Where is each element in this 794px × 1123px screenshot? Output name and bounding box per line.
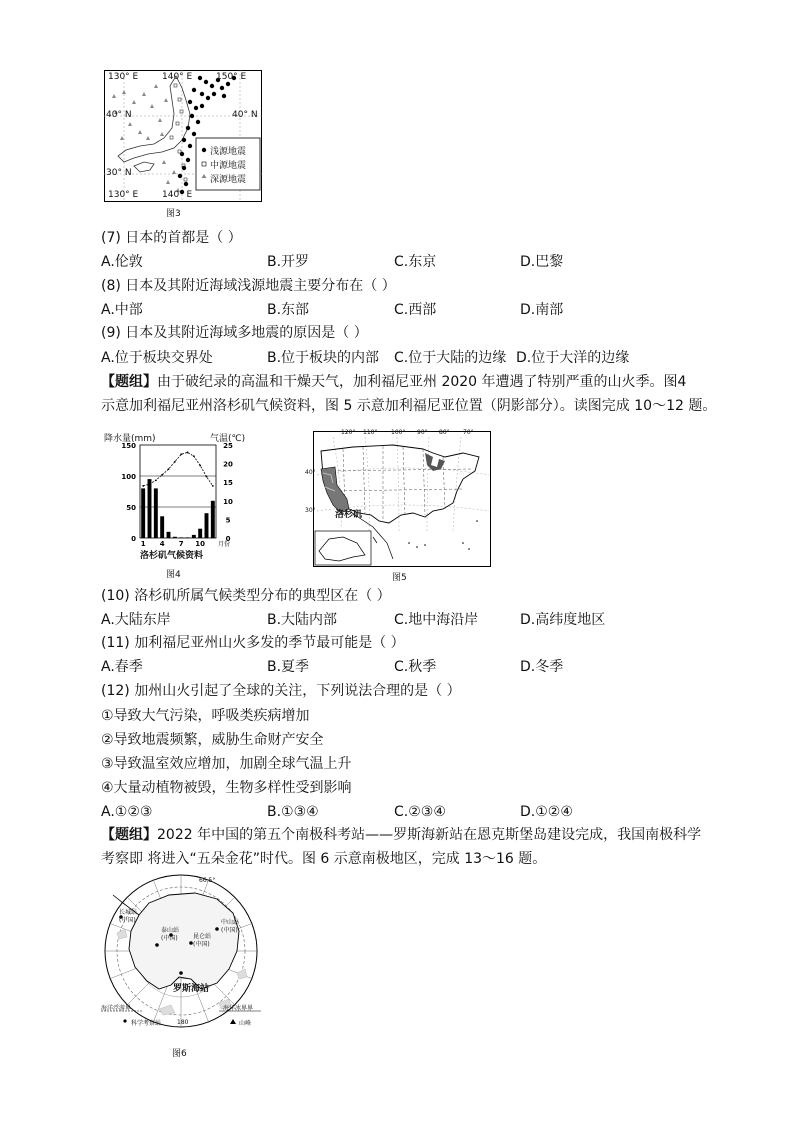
question-7-option-a: A.伦敦 (101, 254, 143, 270)
legend-intermediate: 中源地震 (210, 161, 247, 171)
group-3-tag: 【题组】 (101, 827, 157, 843)
group-3-intro-line-2: 考察即 将进入“五朵金花”时代。图 6 示意南极地区，完成 13～16 题。 (101, 851, 547, 867)
group-2-tag: 【题组】 (101, 374, 157, 390)
figure-5 (305, 429, 491, 567)
fig5-lon-70: 70° (463, 429, 474, 436)
group-3-text-1: 2022 年中国的第五个南极科考站——罗斯海新站在恩克斯堡岛建设完成，我国南极科学 (157, 827, 702, 843)
question-10-option-a: A.大陆东岸 (101, 612, 171, 628)
precip-bar (154, 488, 158, 538)
changcheng-station-label: 长城站 (119, 909, 138, 916)
question-10-option-b: B.大陆内部 (267, 612, 338, 628)
legend-floating-ice-edge: 海洋浮游界 (101, 1005, 132, 1012)
lon-label-130-bottom: 130° E (108, 190, 139, 200)
precip-axis-title: 降水量(mm) (104, 434, 156, 444)
group-2-intro-line-1 (101, 373, 686, 391)
figure-4-caption: 图4 (166, 570, 181, 580)
question-7-option-b: B.开罗 (267, 254, 310, 270)
question-12-item-1: ①导致大气污染，呼吸类疾病增加 (101, 708, 310, 724)
question-10-option-c: C.地中海沿岸 (394, 612, 479, 628)
lon-label-140-top: 140° E (162, 72, 193, 82)
question-12-option-b: B.①③④ (267, 804, 319, 820)
month-tick-label: 1 (140, 540, 146, 548)
precip-bar (211, 501, 215, 538)
figure-3-caption: 图3 (166, 209, 181, 219)
temperature-point (161, 474, 163, 476)
taishan-station-label: 泰山站 (161, 927, 180, 934)
question-11-option-d: D.冬季 (520, 659, 564, 675)
kunlun-station-country: (中国) (193, 941, 210, 948)
question-12-option-c: C.②③④ (394, 804, 446, 820)
changcheng-station-country: (中国) (119, 917, 136, 924)
month-tick-label: 7 (178, 540, 184, 548)
temperature-point (168, 468, 170, 470)
question-12-item-3: ③导致温室效应增加，加剧全球气温上升 (101, 756, 352, 772)
taishan-station-country: (中国) (161, 935, 178, 942)
precip-bar (192, 535, 196, 538)
group-2-text-1: 由于破纪录的高温和干燥天气，加利福尼亚州 2020 年遭遇了特别严重的山火季。图4 (157, 374, 687, 390)
question-10-stem: (10) 洛杉矶所属气候类型分布的典型区在（ ） (101, 588, 391, 604)
group-2-intro-line-2: 示意加利福尼亚州洛杉矶气候资料，图 5 示意加利福尼亚位置（阴影部分）。读图完成 10～12 题。 (101, 398, 717, 414)
temperature-point (206, 476, 208, 478)
question-11-option-b: B.夏季 (267, 659, 310, 675)
fig5-lat-30: 30° (305, 507, 316, 514)
lat-label-40-left: 40° N (106, 110, 132, 120)
lon-label-140-bottom: 140° E (162, 190, 193, 200)
legend-shallow: 浅源地震 (210, 147, 247, 157)
question-11-stem: (11) 加利福尼亚州山火多发的季节最可能是（ ） (101, 635, 405, 651)
legend-peak: 山峰 (239, 1020, 252, 1027)
question-9-stem: (9) 日本及其附近海域多地震的原因是（ ） (101, 325, 368, 341)
question-12-item-2: ②导致地震频繁，威胁生命财产安全 (101, 732, 324, 748)
climate-chart-title: 洛杉矶气候资料 (140, 551, 204, 561)
temp-tick-label: 5 (225, 516, 231, 525)
antarctic-circle-label: 66.5° (199, 877, 216, 884)
precip-bar (198, 529, 202, 538)
precip-bar (179, 537, 183, 538)
meridian-180-label: 180 (177, 1019, 189, 1026)
legend-sea-ice-edge: 海洋冰界界 (223, 1005, 254, 1012)
lon-label-150-top: 150° E (216, 72, 247, 82)
fig5-lon-120: 120° (341, 429, 356, 436)
temperature-point (187, 452, 189, 454)
question-12-option-d: D.①②④ (520, 804, 573, 820)
temp-tick-label: 10 (223, 497, 233, 506)
question-12-item-4: ④大量动植物被毁，生物多样性受到影响 (101, 780, 352, 796)
precip-tick-label: 150 (121, 442, 136, 450)
kunlun-station-label: 昆仑站 (193, 933, 212, 940)
lat-label-40-right: 40° N (232, 110, 258, 120)
fig5-lat-40: 40° (305, 469, 316, 476)
question-8-option-a: A.中部 (101, 302, 143, 318)
temp-tick-label: 0 (225, 535, 231, 543)
group-3-intro-line-1 (101, 826, 701, 844)
question-9-option-a: A.位于板块交界处 (101, 350, 213, 366)
precip-tick-label: 0 (131, 535, 136, 543)
zhongshan-station-label: 中山站 (221, 919, 240, 926)
question-9-option-d: D.位于大洋的边缘 (516, 350, 630, 366)
legend-research-station: 科学考察站 (131, 1020, 162, 1027)
los-angeles-label: 洛杉矶 (335, 510, 363, 520)
temperature-point (199, 465, 201, 467)
ross-sea-station-label: 罗斯海站 (173, 984, 210, 994)
fig5-lon-100: 100° (391, 429, 406, 436)
precip-tick-label: 100 (121, 473, 136, 481)
figure-6-caption: 图6 (172, 1049, 187, 1059)
temperature-point (180, 453, 182, 455)
question-9-option-c: C.位于大陆的边缘 (394, 350, 507, 366)
figure-4 (100, 428, 250, 561)
figure-6 (99, 873, 263, 1035)
temperature-point (193, 455, 195, 457)
month-unit-label: 月份 (218, 541, 231, 548)
question-11-option-a: A.春季 (101, 659, 143, 675)
precip-bar (167, 532, 171, 538)
question-7-option-c: C.东京 (394, 254, 437, 270)
question-7-stem: (7) 日本的首都是（ ） (101, 230, 242, 246)
question-10-option-d: D.高纬度地区 (520, 612, 606, 628)
temperature-point (155, 479, 157, 481)
figure-5-caption: 图5 (392, 573, 407, 583)
question-12-option-a: A.①②③ (101, 804, 153, 820)
precip-bar (173, 537, 177, 538)
fig5-lon-90: 90° (417, 429, 428, 436)
question-11-option-c: C.秋季 (394, 659, 437, 675)
question-8-option-c: C.西部 (394, 302, 437, 318)
fig5-lon-80: 80° (439, 429, 450, 436)
question-8-option-d: D.南部 (520, 302, 564, 318)
precip-bar (148, 479, 152, 538)
lat-label-30-left: 30° N (106, 168, 132, 178)
temperature-point (174, 461, 176, 463)
zhongshan-station-country: (中国) (221, 927, 238, 934)
question-8-stem: (8) 日本及其附近海域浅源地震主要分布在（ ） (101, 278, 396, 294)
precip-bar (160, 516, 164, 538)
temp-tick-label: 25 (223, 442, 233, 450)
precip-bar (141, 488, 145, 538)
temp-axis-title: 气温(℃) (210, 434, 246, 444)
question-8-option-b: B.东部 (267, 302, 310, 318)
question-9-option-b: B.位于板块的内部 (267, 350, 380, 366)
temperature-point (142, 485, 144, 487)
lon-label-130-top: 130° E (108, 72, 139, 82)
precip-bar (205, 513, 209, 538)
legend-deep: 深源地震 (210, 175, 247, 185)
question-12-stem: (12) 加州山火引起了全球的关注，下列说法合理的是（ ） (101, 683, 461, 699)
figure-3 (104, 70, 262, 202)
month-tick-label: 10 (195, 540, 206, 548)
temp-tick-label: 15 (223, 479, 233, 488)
temp-tick-label: 20 (223, 460, 233, 469)
precip-tick-label: 50 (126, 504, 136, 512)
temperature-point (212, 485, 214, 487)
temperature-point (149, 483, 151, 485)
precip-bar (186, 537, 190, 538)
month-tick-label: 4 (159, 540, 165, 548)
fig5-lon-110: 110° (363, 429, 378, 436)
question-7-option-d: D.巴黎 (520, 254, 564, 270)
usa-california-map (313, 431, 491, 567)
la-climate-chart (100, 428, 250, 558)
